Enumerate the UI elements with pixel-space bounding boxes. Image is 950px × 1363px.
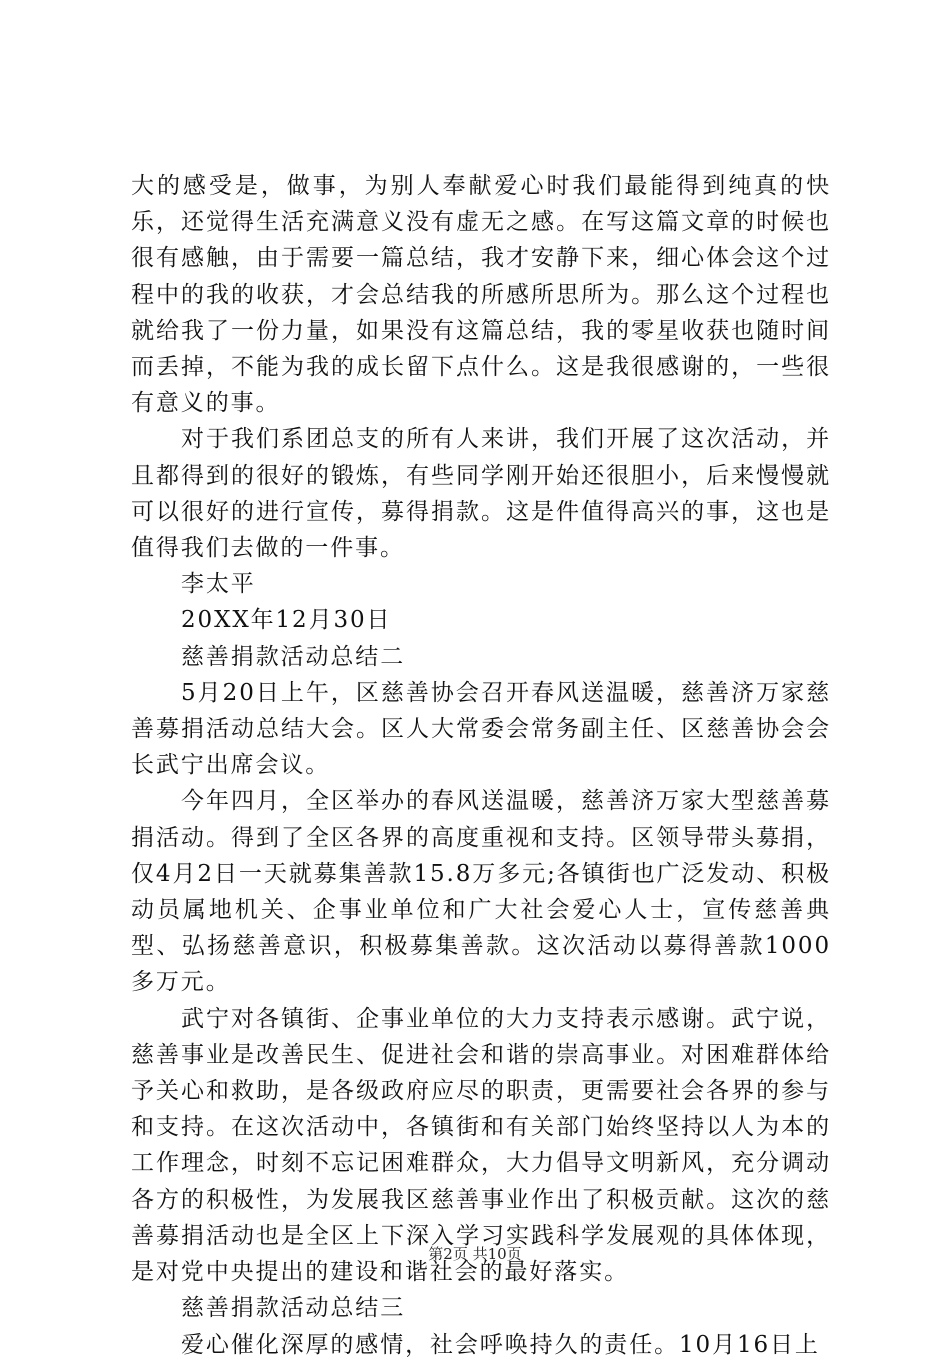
paragraph: 今年四月，全区举办的春风送温暖，慈善济万家大型慈善募捐活动。得到了全区各界的高度重视和支持。区领导带头募捐，仅4月2日一天就募集善款15.8万多元;各镇街也广泛发动、积极动员属地机关、企事业单位和广大社会爱心人士，宣传慈善典型、弘扬慈善意识，积极募集善款。这次活动以募得善款1000多万元。 (131, 788, 831, 996)
paragraph: 对于我们系团总支的所有人来讲，我们开展了这次活动，并且都得到的很好的锻炼，有些同学刚开始还很胆小，后来慢慢就可以很好的进行宣传，募得捐款。这是件值得高兴的事，这也是值得我们去做的一件事。 (131, 426, 831, 562)
paragraph-continuation: 大的感受是，做事，为别人奉献爱心时我们最能得到纯真的快乐，还觉得生活充满意义没有虚无之感。在写这篇文章的时候也很有感触，由于需要一篇总结，我才安静下来，细心体会这个过程中的我的收获，才会总结我的所感所思所为。那么这个过程也就给我了一份力量，如果没有这篇总结，我的零星收获也随时间而丢掉，不能为我的成长留下点什么。这是我很感谢的，一些很有意义的事。 (131, 173, 831, 417)
signature-date: 20XX年12月30日 (181, 607, 392, 634)
signature-name: 李太平 (181, 571, 256, 598)
paragraph: 武宁对各镇街、企事业单位的大力支持表示感谢。武宁说，慈善事业是改善民生、促进社会和谐的崇高事业。对困难群体给予关心和救助，是各级政府应尽的职责，更需要社会各界的参与和支持。在这次活动中，各镇街和有关部门始终坚持以人为本的工作理念，时刻不忘记困难群众，大力倡导文明新风，充分调动各方的积极性，为发展我区慈善事业作出了积极贡献。这次的慈善募捐活动也是全区上下深入学习实践科学发展观的具体体现，是对党中央提出的建设和谐社会的最好落实。 (131, 1005, 831, 1286)
document-body (131, 168, 831, 1363)
page-footer (0, 1243, 950, 1264)
page-indicator: 第2页 共10页 (428, 1245, 522, 1263)
section-heading: 慈善捐款活动总结三 (181, 1295, 406, 1322)
paragraph: 爱心催化深厚的感情，社会呼唤持久的责任。10月16日上 (181, 1331, 820, 1358)
section-heading: 慈善捐款活动总结二 (181, 643, 406, 670)
paragraph: 5月20日上午，区慈善协会召开春风送温暖，慈善济万家慈善募捐活动总结大会。区人大常委会常务副主任、区慈善协会会长武宁出席会议。 (131, 679, 831, 779)
